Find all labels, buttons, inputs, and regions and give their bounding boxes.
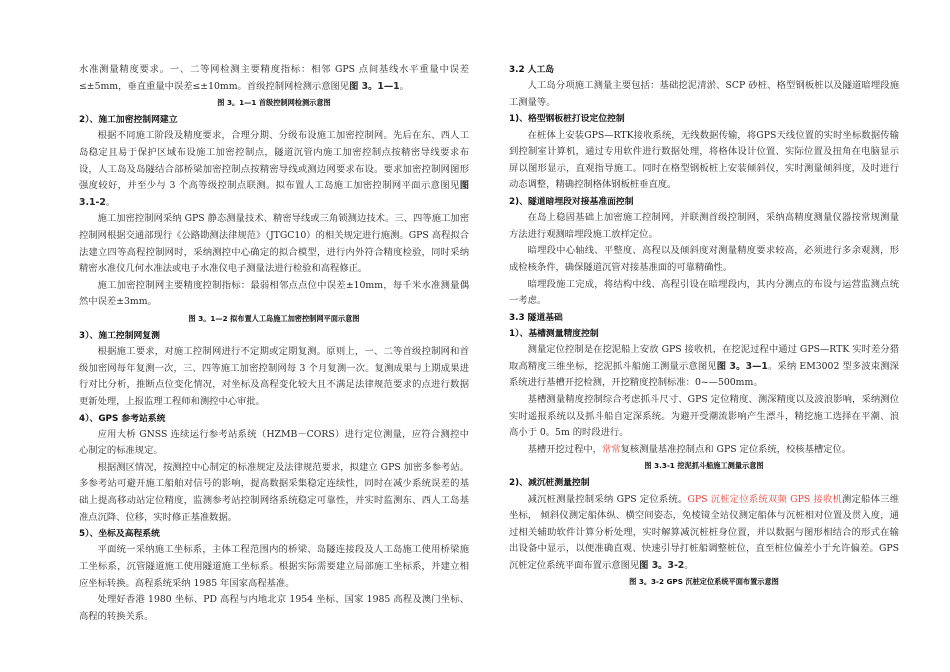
section-heading-2: 2）、施工加密控制网建立	[79, 115, 178, 126]
paragraph-3-3-2a	[509, 492, 899, 575]
paragraph-2a-end: 。	[105, 196, 116, 208]
paragraph-4b: 根据测区情况，按测控中心制定的标准规定及法律规范要求，拟建立 GPS 加密多参考站。多参考站可避开施工船舶对信号的影响，提高数据采集稳定连续性，同时在减少系统误差的基础上提高移动站定位精度，监测参考站控制网络系统稳定可靠性，并实时监测东、西人工岛基准点沉降、位移，实时修正基准数据。	[79, 461, 469, 523]
highlighted-text-gps: GPS 沉桩定位系统双频 GPS 接收机	[687, 493, 843, 505]
paragraph-3-2: 人工岛分项施工测量主要包括：基础挖泥清淤、SCP 砂桩、格型钢板桩以及隧道暗埋段施工测量等。	[509, 80, 899, 108]
paragraph-3-3-1a-end: 。采纳 EM3002 型多波束测深系统进行基槽开挖检测，开挖精度控制标准：0~—500mm。	[509, 360, 899, 389]
paragraph-r2b: 暗埋段中心轴线、平整度、高程以及倾斜度对测量精度要求较高，必须进行多余观测，形成检核条件，确保隧道沉管对接基准面的可靠精确性。	[509, 245, 899, 273]
figure-caption-3-1-1: 图 3。1—1 首级控制网检测示意图	[217, 98, 331, 108]
paragraph-3-3-1c-end: 复核测量基准控制点和 GPS 定位系统，校核基槽定位。	[620, 443, 852, 455]
subsection-heading-3-3-2: 2)、减沉桩测量控制	[509, 478, 590, 489]
paragraph-4a: 应用大桥 GNSS 连续运行参考站系统（HZMB－CORS）进行定位测量，应符合测控中心制定的标准规定。	[79, 428, 469, 457]
intro-end: 。	[399, 80, 409, 92]
paragraph-3-3-1b: 基槽测量精度控制综合考虑抓斗尺寸、GPS 定位精度、测深精度以及波浪影响，采纳测位实时遥报系统以及抓斗船自定深系统。为避开受潮流影响产生漂斗，精挖施工选择在平潮、浪高小于 0。5m 的时段进行。	[509, 393, 899, 439]
paragraph-2a	[79, 128, 469, 211]
figure-caption-3-1-2: 图 3。1—2 拟布置人工岛施工加密控制网平面示意图	[188, 313, 360, 323]
subsection-heading-2: 2)、隧道暗埋段对接基准面控制	[509, 196, 634, 207]
paragraph-3-3-1a	[509, 342, 899, 392]
paragraph-r2a: 在岛上稳固基础上加密施工控制网，并联测首级控制网，采纳高精度测量仪器按常规测量方法进行观测暗埋段施工放样定位。	[509, 212, 899, 240]
figure-ref-3-3-2: 图 3。3-2	[639, 559, 685, 571]
paragraph-r1: 在桩体上安装GPS—RTK接收系统，无线数据传输，将GPS天线位置的实时坐标数据传输到控制室计算机，通过专用软件进行数据处理，将格体设计位置、实际位置及扭角在电脑显示屏以图形显示，直观指导施工。同时在格型钢板桩上安装倾斜仪，实时测量倾斜度，及时进行动态调整，精确控制格体钢板桩垂直度。	[509, 129, 899, 191]
paragraph-5a: 平面统一采纳施工坐标系，主体工程范围内的桥梁、岛隧连接段及人工岛施工使用桥梁施工坐标系，沉管隧道施工使用隧道施工坐标系。根据实际需要建立局部施工坐标系，并建立相应坐标转换。高程系统采纳 1985 年国家高程基准。	[79, 544, 469, 589]
paragraph-3: 根据施工要求，对施工控制网进行不定期或定期复测。原则上，一、二等首级控制网和首级加密网每年复测一次，三、四等施工加密控制网每 3 个月复测一次。复测成果与上期成果进行对比分析，推断点位变化情况，对坐标及高程变化较大且不满足法律规范要求的点进行数据更新处理，上报监理工程师和测控中心审批。	[79, 346, 469, 407]
figure-caption-3-3-2: 图 3。3-2 GPS 沉桩定位系统平面布置示意图	[629, 577, 779, 587]
figure-ref-3-1-2: 图 3.1-2	[79, 180, 469, 208]
paragraph-3-3-2a-end: 。	[684, 559, 694, 571]
paragraph-3-3-1c-start: 基槽开挖过程中，	[527, 443, 602, 455]
section-heading-4: 4）、GPS 参考站系统	[79, 413, 166, 424]
figure-caption-3-3-1: 图 3.3-1 挖泥抓斗船施工测量示意图	[644, 461, 764, 471]
subsection-heading-1: 1)、格型钢板桩打设定位控制	[509, 114, 625, 125]
intro-paragraph	[79, 62, 469, 95]
right-column	[509, 62, 899, 591]
figure-ref-3-3-1: 图 3。3—1	[716, 360, 768, 372]
paragraph-3-3-1a-text: 测量定位控制是在挖泥船上安放 GPS 接收机，在挖泥过程中通过 GPS—RTK 实时差分猎取高精度三维坐标，挖泥抓斗船施工测量示意图见	[509, 344, 899, 372]
highlighted-text: 常常	[601, 443, 621, 455]
paragraph-3-3-2a-body: 测定船体三维坐标， 倾斜仪测定船体纵、横空间姿态，免棱镜全站仪测定船体与沉桩相对位置及贯入度，通过相关辅助软件计算分析处理，实时解算减沉桩桩身位置，并以数据与图形相结合的形式在输出设备中显示，以便准确直观、快速引导打桩船调整桩位，直至桩位偏差小于允许偏差。GPS 沉桩定位系统平面布置示意图见	[509, 493, 899, 571]
section-heading-3: 3）、施工控制网复测	[79, 330, 160, 341]
paragraph-3-3-1c	[509, 442, 899, 459]
paragraph-2a-text: 根据不同施工阶段及精度要求，合理分期、分级布设施工加密控制网。先后在东、西人工岛稳定且易于保护区域布设施工加密控制点，隧道沉管内施工加密控制点按精密导线要求布设，人工岛及岛隧结合部桥梁加密控制点按精密导线或测边网要求布设。要求加密控制网图形强度较好，并至少与 3 个高等级控制点联测。拟布置人工岛施工加密控制网平面示意图见	[79, 130, 469, 192]
paragraph-3-3-2a-start: 减沉桩测量控制采纳 GPS 定位系统。	[527, 493, 688, 505]
paragraph-2c: 施工加密控制网主要精度控制指标：最弱相邻点点位中误差±10mm，每千米水准测量偶然中误差±3mm。	[79, 279, 469, 308]
left-column	[79, 62, 469, 625]
section-heading-3-3: 3.3 隧道基础	[509, 312, 563, 323]
section-heading-3-2: 3.2 人工岛	[509, 65, 555, 75]
intro-text: 水准测量精度要求。一、二等网检测主要精度指标：相邻 GPS 点间基线水平重量中误差≤±5mm，垂直重量中误差≤±10mm。首级控制网检测示意图见	[79, 64, 469, 92]
paragraph-5b: 处理好香港 1980 坐标、PD 高程与内地北京 1954 坐标、国家 1985 高程及澳门坐标、高程的转换关系。	[79, 594, 469, 622]
figure-ref-3-1-1: 图 3。1—1	[349, 80, 400, 92]
paragraph-2b: 施工加密控制网采纳 GPS 静态测量技术、精密导线或三角锁测边技术。三、四等施工加密控制网根据交通部现行《公路勘测法律规范》（JTGC10）的相关规定进行施测。GPS 高程拟合法建立四等高程控制网时，采纳测控中心确定的拟合模型，进行内外符合精度检验，同时采纳精密水准仪几何水准法或电子水准仪电子测量法进行检验和高程修正。	[79, 213, 469, 275]
paragraph-r2c: 暗埋段施工完成，将结构中线、高程引设在暗埋段内，其内分测点的布设与运营监测点统一考虑。	[509, 278, 899, 307]
section-heading-5: 5）、坐标及高程系统	[79, 529, 160, 540]
subsection-heading-3-3-1: 1）、基槽测量精度控制	[509, 328, 599, 339]
